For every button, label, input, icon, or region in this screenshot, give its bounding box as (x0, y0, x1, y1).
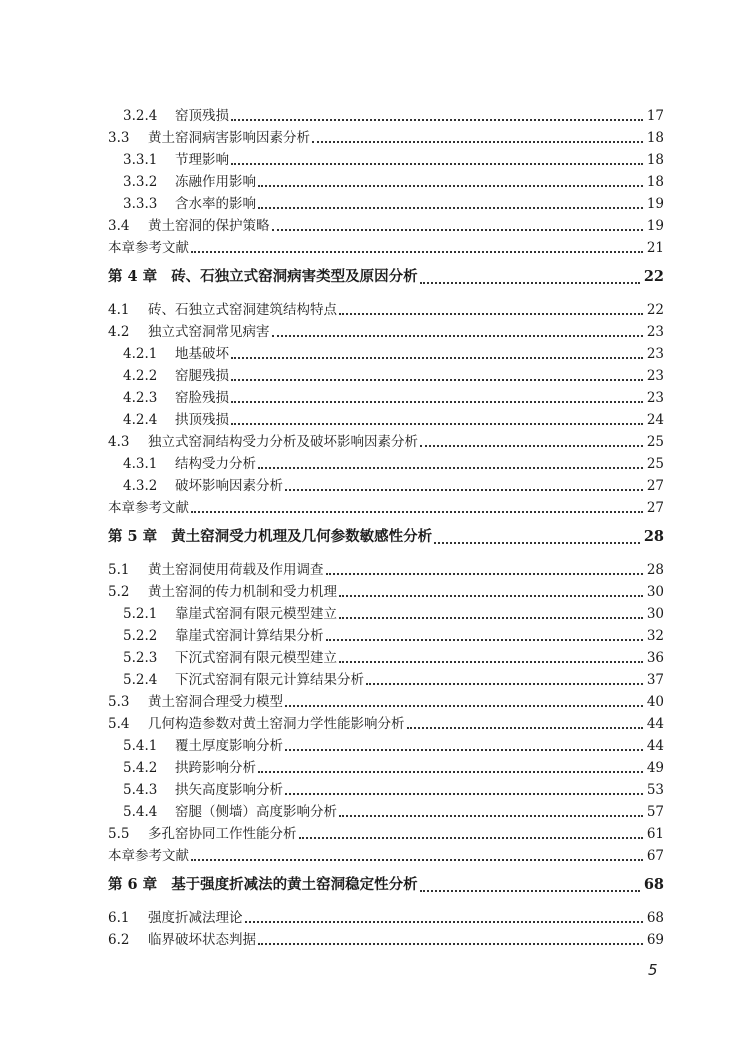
dot-leader (312, 141, 643, 143)
dot-leader (339, 595, 643, 597)
toc-entry-page: 44 (646, 716, 664, 732)
toc-entry-title: 几何构造参数对黄土窑洞力学性能影响分析 (148, 716, 405, 732)
toc-entry-title: 冻融作用影响 (175, 174, 256, 190)
toc-entry-number: 3.3.1 (123, 152, 158, 168)
toc-entry-number: 3.3.2 (123, 174, 158, 190)
toc-references-entry (108, 497, 664, 519)
toc-subsection-entry (108, 603, 664, 625)
toc-entry-page: 18 (646, 152, 664, 168)
toc-entry-title: 强度折减法理论 (148, 910, 243, 926)
toc-entry-page: 25 (646, 434, 664, 450)
toc-entry-page: 23 (646, 390, 664, 406)
toc-entry-page: 68 (643, 876, 664, 893)
toc-entry-page: 69 (646, 932, 664, 948)
dot-leader (339, 815, 643, 817)
toc-entry-title: 窑顶残损 (175, 108, 229, 124)
dot-leader (326, 639, 643, 641)
toc-entry-page: 27 (646, 478, 664, 494)
toc-entry-page: 67 (646, 848, 664, 864)
toc-section-entry (108, 431, 664, 453)
dot-leader (272, 229, 643, 231)
toc-subsection-entry (108, 365, 664, 387)
toc-subsection-entry (108, 757, 664, 779)
toc-section-entry (108, 907, 664, 929)
toc-entry-number: 5.2.3 (123, 650, 158, 666)
dot-leader (258, 943, 643, 945)
toc-subsection-entry (108, 343, 664, 365)
toc-entry-number: 5.2.4 (123, 672, 158, 688)
dot-leader (420, 445, 643, 447)
toc-entry-number: 5.5 (108, 826, 130, 842)
toc-subsection-entry (108, 453, 664, 475)
toc-entry-number: 3.3.3 (123, 196, 158, 212)
toc-entry-number: 3.2.4 (123, 108, 158, 124)
toc-entry-page: 40 (646, 694, 664, 710)
toc-entry-title: 本章参考文献 (108, 500, 189, 516)
toc-entry-page: 18 (646, 174, 664, 190)
toc-entry-title: 窑腿残损 (175, 368, 229, 384)
toc-subsection-entry (108, 105, 664, 127)
toc-entry-page: 28 (643, 528, 664, 545)
toc-entry-title: 窑脸残损 (175, 390, 229, 406)
toc-references-entry (108, 845, 664, 867)
toc-entry-title: 靠崖式窑洞计算结果分析 (175, 628, 324, 644)
toc-entry-number: 5.4.4 (123, 804, 158, 820)
toc-entry-title: 覆土厚度影响分析 (175, 738, 283, 754)
toc-entry-number: 5.2.1 (123, 606, 158, 622)
toc-entry-number: 4.3.2 (123, 478, 158, 494)
toc-entry-page: 22 (643, 268, 664, 285)
toc-entry-number: 第 6 章 (108, 876, 158, 893)
dot-leader (231, 357, 643, 359)
toc-entry-title: 黄土窑洞受力机理及几何参数敏感性分析 (171, 528, 433, 545)
toc-entry-page: 57 (646, 804, 664, 820)
dot-leader (258, 207, 643, 209)
toc-section-entry (108, 299, 664, 321)
dot-leader (366, 683, 643, 685)
dot-leader (191, 859, 643, 861)
toc-entry-title: 下沉式窑洞有限元计算结果分析 (175, 672, 364, 688)
toc-entry-title: 黄土窑洞使用荷载及作用调查 (148, 562, 324, 578)
toc-entry-number: 4.3.1 (123, 456, 158, 472)
toc-subsection-entry (108, 669, 664, 691)
table-of-contents (108, 105, 664, 951)
toc-entry-page: 22 (646, 302, 664, 318)
toc-entry-title: 下沉式窑洞有限元模型建立 (175, 650, 337, 666)
toc-entry-number: 4.2.4 (123, 412, 158, 428)
toc-entry-title: 结构受力分析 (175, 456, 256, 472)
toc-section-entry (108, 823, 664, 845)
toc-entry-number: 第 5 章 (108, 528, 158, 545)
toc-entry-number: 4.3 (108, 434, 130, 450)
toc-entry-number: 5.4.2 (123, 760, 158, 776)
toc-entry-title: 基于强度折减法的黄土窑洞稳定性分析 (171, 876, 418, 893)
dot-leader (191, 511, 643, 513)
toc-entry-page: 23 (646, 368, 664, 384)
toc-entry-number: 5.4 (108, 716, 130, 732)
toc-section-entry (108, 691, 664, 713)
toc-entry-page: 68 (646, 910, 664, 926)
page-number: 5 (648, 961, 658, 979)
toc-entry-title: 窑腿（侧墙）高度影响分析 (175, 804, 337, 820)
toc-subsection-entry (108, 801, 664, 823)
toc-section-entry (108, 321, 664, 343)
toc-entry-page: 53 (646, 782, 664, 798)
dot-leader (231, 401, 643, 403)
toc-entry-page: 25 (646, 456, 664, 472)
toc-references-entry (108, 237, 664, 259)
toc-entry-title: 拱跨影响分析 (175, 760, 256, 776)
dot-leader (231, 163, 643, 165)
toc-entry-title: 黄土窑洞的传力机制和受力机理 (148, 584, 337, 600)
toc-chapter-entry (108, 524, 664, 550)
dot-leader (326, 573, 643, 575)
toc-entry-title: 黄土窑洞的保护策略 (148, 218, 270, 234)
toc-subsection-entry (108, 625, 664, 647)
toc-entry-title: 独立式窑洞常见病害 (148, 324, 270, 340)
toc-entry-title: 节理影响 (175, 152, 229, 168)
toc-subsection-entry (108, 409, 664, 431)
toc-subsection-entry (108, 193, 664, 215)
toc-entry-page: 19 (646, 196, 664, 212)
toc-entry-page: 61 (646, 826, 664, 842)
toc-entry-page: 30 (646, 584, 664, 600)
toc-entry-page: 44 (646, 738, 664, 754)
dot-leader (245, 921, 643, 923)
toc-entry-page: 23 (646, 324, 664, 340)
toc-entry-number: 4.1 (108, 302, 130, 318)
toc-entry-page: 37 (646, 672, 664, 688)
toc-entry-number: 4.2.3 (123, 390, 158, 406)
toc-section-entry (108, 559, 664, 581)
toc-entry-title: 砖、石独立式窑洞病害类型及原因分析 (171, 268, 418, 285)
toc-section-entry (108, 713, 664, 735)
dot-leader (231, 119, 643, 121)
dot-leader (191, 251, 643, 253)
toc-entry-title: 独立式窑洞结构受力分析及破坏影响因素分析 (148, 434, 418, 450)
toc-section-entry (108, 929, 664, 951)
dot-leader (231, 423, 643, 425)
toc-entry-title: 本章参考文献 (108, 848, 189, 864)
toc-entry-page: 19 (646, 218, 664, 234)
dot-leader (258, 185, 643, 187)
toc-entry-number: 5.1 (108, 562, 130, 578)
toc-entry-title: 砖、石独立式窑洞建筑结构特点 (148, 302, 337, 318)
toc-entry-title: 临界破坏状态判据 (148, 932, 256, 948)
toc-entry-page: 24 (646, 412, 664, 428)
toc-entry-number: 3.4 (108, 218, 130, 234)
toc-entry-page: 32 (646, 628, 664, 644)
toc-section-entry (108, 581, 664, 603)
toc-entry-number: 5.3 (108, 694, 130, 710)
toc-entry-title: 黄土窑洞合理受力模型 (148, 694, 283, 710)
dot-leader (434, 542, 640, 544)
toc-entry-title: 黄土窑洞病害影响因素分析 (148, 130, 310, 146)
toc-entry-number: 4.2 (108, 324, 130, 340)
toc-entry-title: 本章参考文献 (108, 240, 189, 256)
toc-subsection-entry (108, 735, 664, 757)
toc-entry-number: 第 4 章 (108, 268, 158, 285)
toc-chapter-entry (108, 872, 664, 898)
toc-entry-number: 5.4.1 (123, 738, 158, 754)
toc-entry-title: 地基破坏 (175, 346, 229, 362)
toc-entry-number: 4.2.2 (123, 368, 158, 384)
toc-entry-title: 含水率的影响 (175, 196, 256, 212)
dot-leader (272, 335, 643, 337)
toc-entry-page: 28 (646, 562, 664, 578)
dot-leader (258, 467, 643, 469)
toc-entry-page: 36 (646, 650, 664, 666)
dot-leader (258, 771, 643, 773)
toc-entry-title: 靠崖式窑洞有限元模型建立 (175, 606, 337, 622)
toc-entry-title: 拱矢高度影响分析 (175, 782, 283, 798)
dot-leader (339, 661, 643, 663)
toc-entry-number: 5.4.3 (123, 782, 158, 798)
toc-entry-page: 17 (646, 108, 664, 124)
toc-subsection-entry (108, 647, 664, 669)
toc-subsection-entry (108, 149, 664, 171)
dot-leader (339, 313, 643, 315)
toc-entry-number: 6.2 (108, 932, 130, 948)
toc-entry-number: 5.2.2 (123, 628, 158, 644)
toc-entry-page: 18 (646, 130, 664, 146)
dot-leader (285, 793, 643, 795)
toc-section-entry (108, 127, 664, 149)
toc-entry-number: 6.1 (108, 910, 130, 926)
toc-entry-number: 3.3 (108, 130, 130, 146)
toc-entry-page: 49 (646, 760, 664, 776)
toc-entry-page: 27 (646, 500, 664, 516)
toc-entry-number: 5.2 (108, 584, 130, 600)
dot-leader (299, 837, 643, 839)
toc-subsection-entry (108, 779, 664, 801)
toc-entry-title: 多孔窑协同工作性能分析 (148, 826, 297, 842)
toc-section-entry (108, 215, 664, 237)
dot-leader (420, 282, 640, 284)
toc-entry-title: 拱顶残损 (175, 412, 229, 428)
dot-leader (420, 890, 640, 892)
toc-entry-page: 21 (646, 240, 664, 256)
dot-leader (285, 489, 643, 491)
toc-chapter-entry (108, 264, 664, 290)
dot-leader (339, 617, 643, 619)
toc-entry-page: 30 (646, 606, 664, 622)
dot-leader (285, 705, 643, 707)
dot-leader (231, 379, 643, 381)
dot-leader (285, 749, 643, 751)
toc-subsection-entry (108, 171, 664, 193)
toc-subsection-entry (108, 387, 664, 409)
toc-entry-page: 23 (646, 346, 664, 362)
toc-entry-title: 破坏影响因素分析 (175, 478, 283, 494)
dot-leader (407, 727, 643, 729)
toc-entry-number: 4.2.1 (123, 346, 158, 362)
toc-subsection-entry (108, 475, 664, 497)
